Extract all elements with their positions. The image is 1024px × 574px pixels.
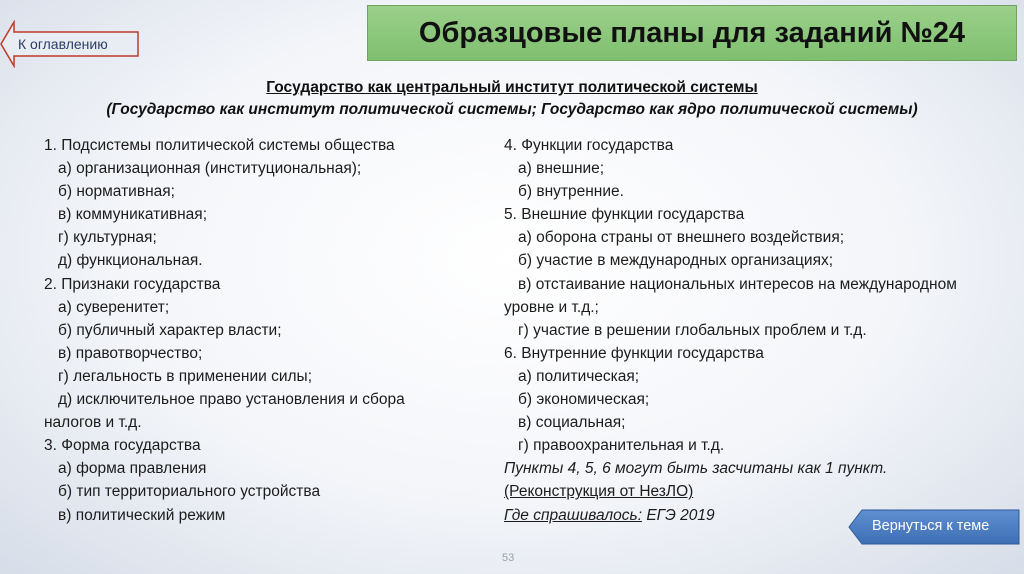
plan-subpoint: в) социальная;: [518, 414, 626, 432]
plan-point-heading: 6. Внутренние функции государства: [504, 344, 764, 362]
plan-subpoint: г) правоохранительная и т.д.: [518, 437, 725, 455]
plan-subpoint: б) экономическая;: [518, 391, 650, 409]
plan-subpoint: д) функциональная.: [58, 252, 203, 270]
page-title: Образцовые планы для заданий №24: [367, 5, 1017, 61]
plan-subpoint: д) исключительное право установления и сбора: [58, 391, 405, 409]
plan-subpoint: г) участие в решении глобальных проблем и т.д.: [518, 321, 867, 339]
plan-subpoint: а) суверенитет;: [58, 298, 170, 316]
asked-where-label: Где спрашивалось:: [504, 506, 643, 524]
return-to-topic-label: Вернуться к теме: [872, 518, 990, 534]
plan-subpoint: а) внешние;: [518, 160, 605, 178]
plan-subpoint: в) правотворчество;: [58, 344, 203, 362]
plan-subpoint: г) культурная;: [58, 229, 157, 247]
plan-point-heading: 4. Функции государства: [504, 137, 674, 154]
return-to-topic-button[interactable]: [848, 509, 1020, 545]
plan-point-heading: 1. Подсистемы политической системы общества: [44, 137, 395, 154]
plan-subpoint: б) внутренние.: [518, 183, 624, 201]
plan-subpoint-continued: уровне и т.д.;: [504, 298, 599, 316]
asked-where-value: ЕГЭ 2019: [642, 506, 715, 524]
page-number: 53: [502, 552, 515, 564]
back-to-contents-label: К оглавлению: [18, 36, 108, 52]
plan-right-column: [504, 134, 1009, 527]
back-to-contents-button[interactable]: [0, 20, 140, 68]
plan-subpoint: б) нормативная;: [58, 183, 175, 201]
plan-subpoint: а) организационная (институциональная);: [58, 160, 362, 178]
plan-subpoint: б) тип территориального устройства: [58, 483, 321, 501]
plan-left-column: [44, 134, 474, 527]
plan-subpoint: в) политический режим: [58, 506, 226, 524]
plan-point-heading: 2. Признаки государства: [44, 275, 221, 293]
plan-subpoint: в) коммуникативная;: [58, 206, 208, 224]
plan-subpoint: в) отстаивание национальных интересов на международном: [518, 275, 957, 293]
plan-subpoint: б) публичный характер власти;: [58, 321, 282, 339]
plan-subpoint: а) оборона страны от внешнего воздействия;: [518, 229, 845, 247]
plan-subpoint-continued: налогов и т.д.: [44, 414, 142, 432]
plan-subpoint: а) форма правления: [58, 460, 207, 478]
reconstruction-credit: (Реконструкция от НезЛО): [504, 483, 694, 501]
scoring-note: Пункты 4, 5, 6 могут быть засчитаны как 1 пункт.: [504, 460, 888, 478]
plan-subpoint: б) участие в международных организациях;: [518, 252, 834, 270]
topic-heading: Государство как центральный институт политической системы: [266, 79, 758, 96]
plan-subpoint: г) легальность в применении силы;: [58, 367, 313, 385]
plan-subpoint: а) политическая;: [518, 367, 640, 385]
plan-point-heading: 5. Внешние функции государства: [504, 206, 745, 224]
topic-alternatives: (Государство как институт политической системы; Государство как ядро политической системы): [106, 101, 918, 118]
plan-point-heading: 3. Форма государства: [44, 437, 201, 455]
